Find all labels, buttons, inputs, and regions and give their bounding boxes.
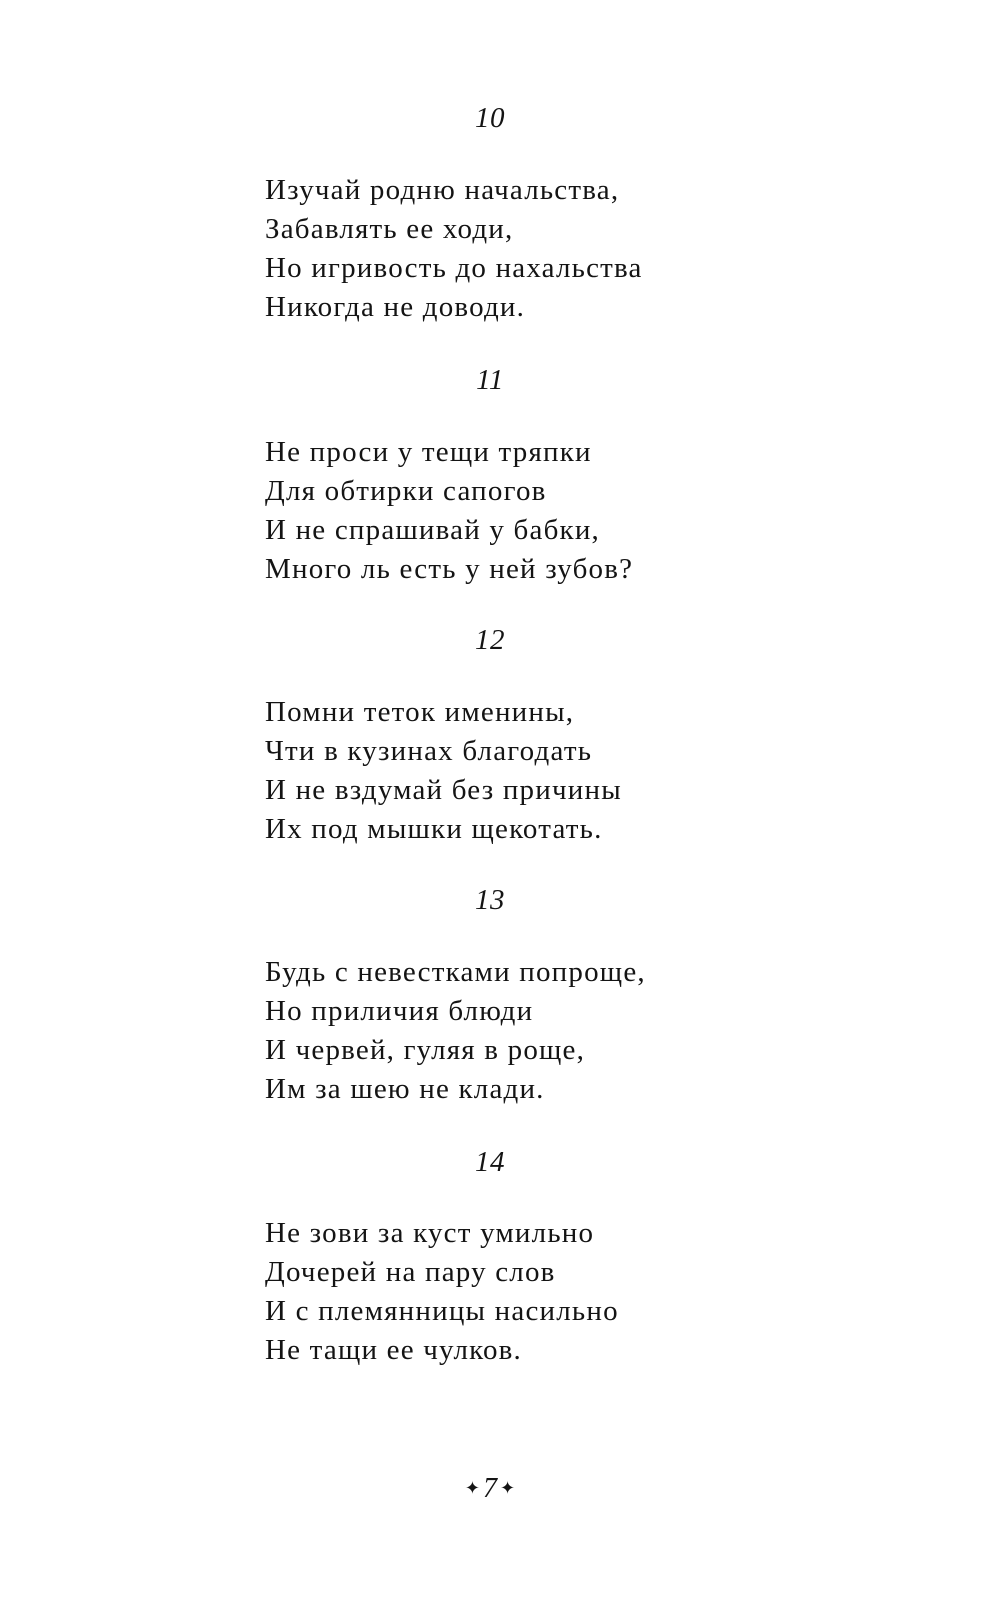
stanza-number: 12: [475, 624, 505, 656]
verse-line: Им за шею не клади.: [265, 1073, 545, 1105]
stanza: [265, 1214, 825, 1370]
stanza-number: 13: [475, 884, 505, 916]
verse-line: Никогда не доводи.: [265, 291, 526, 323]
verse-line: Не проси у тещи тряпки: [265, 436, 592, 468]
ornament-left-icon: ✦: [464, 1478, 480, 1498]
verse-line: Не зови за куст умильно: [265, 1217, 595, 1249]
verse-line: Для обтирки сапогов: [265, 475, 547, 507]
verse-line: Не тащи ее чулков.: [265, 1334, 522, 1366]
stanza-number: 14: [475, 1146, 505, 1178]
ornament-right-icon: ✦: [500, 1478, 516, 1498]
verse-line: Забавлять ее ходи,: [265, 213, 514, 245]
verse-line: Чти в кузинах благодать: [265, 735, 593, 767]
stanza-number: 10: [475, 102, 505, 134]
verse-line: Будь с невестками попроще,: [265, 956, 646, 988]
verse-line: И не вздумай без причины: [265, 774, 622, 806]
verse-line: И не спрашивай у бабки,: [265, 514, 600, 546]
stanza-number: 11: [476, 364, 504, 396]
verse-line: Их под мышки щекотать.: [265, 813, 603, 845]
verse-line: Но приличия блюди: [265, 995, 534, 1027]
stanza: [265, 171, 825, 327]
verse-line: И с племянницы насильно: [265, 1295, 619, 1327]
stanza: [265, 433, 825, 589]
verse-line: Много ль есть у ней зубов?: [265, 553, 634, 585]
page-number: 7: [483, 1473, 497, 1504]
verse-line: Но игривость до нахальства: [265, 252, 643, 284]
verse-line: Дочерей на пару слов: [265, 1256, 556, 1288]
verse-line: Изучай родню начальства,: [265, 174, 620, 206]
verse-line: Помни теток именины,: [265, 696, 575, 728]
stanza: [265, 953, 825, 1109]
verse-line: И червей, гуляя в роще,: [265, 1034, 586, 1066]
stanza: [265, 693, 825, 849]
page-number-footer: [0, 1472, 980, 1505]
